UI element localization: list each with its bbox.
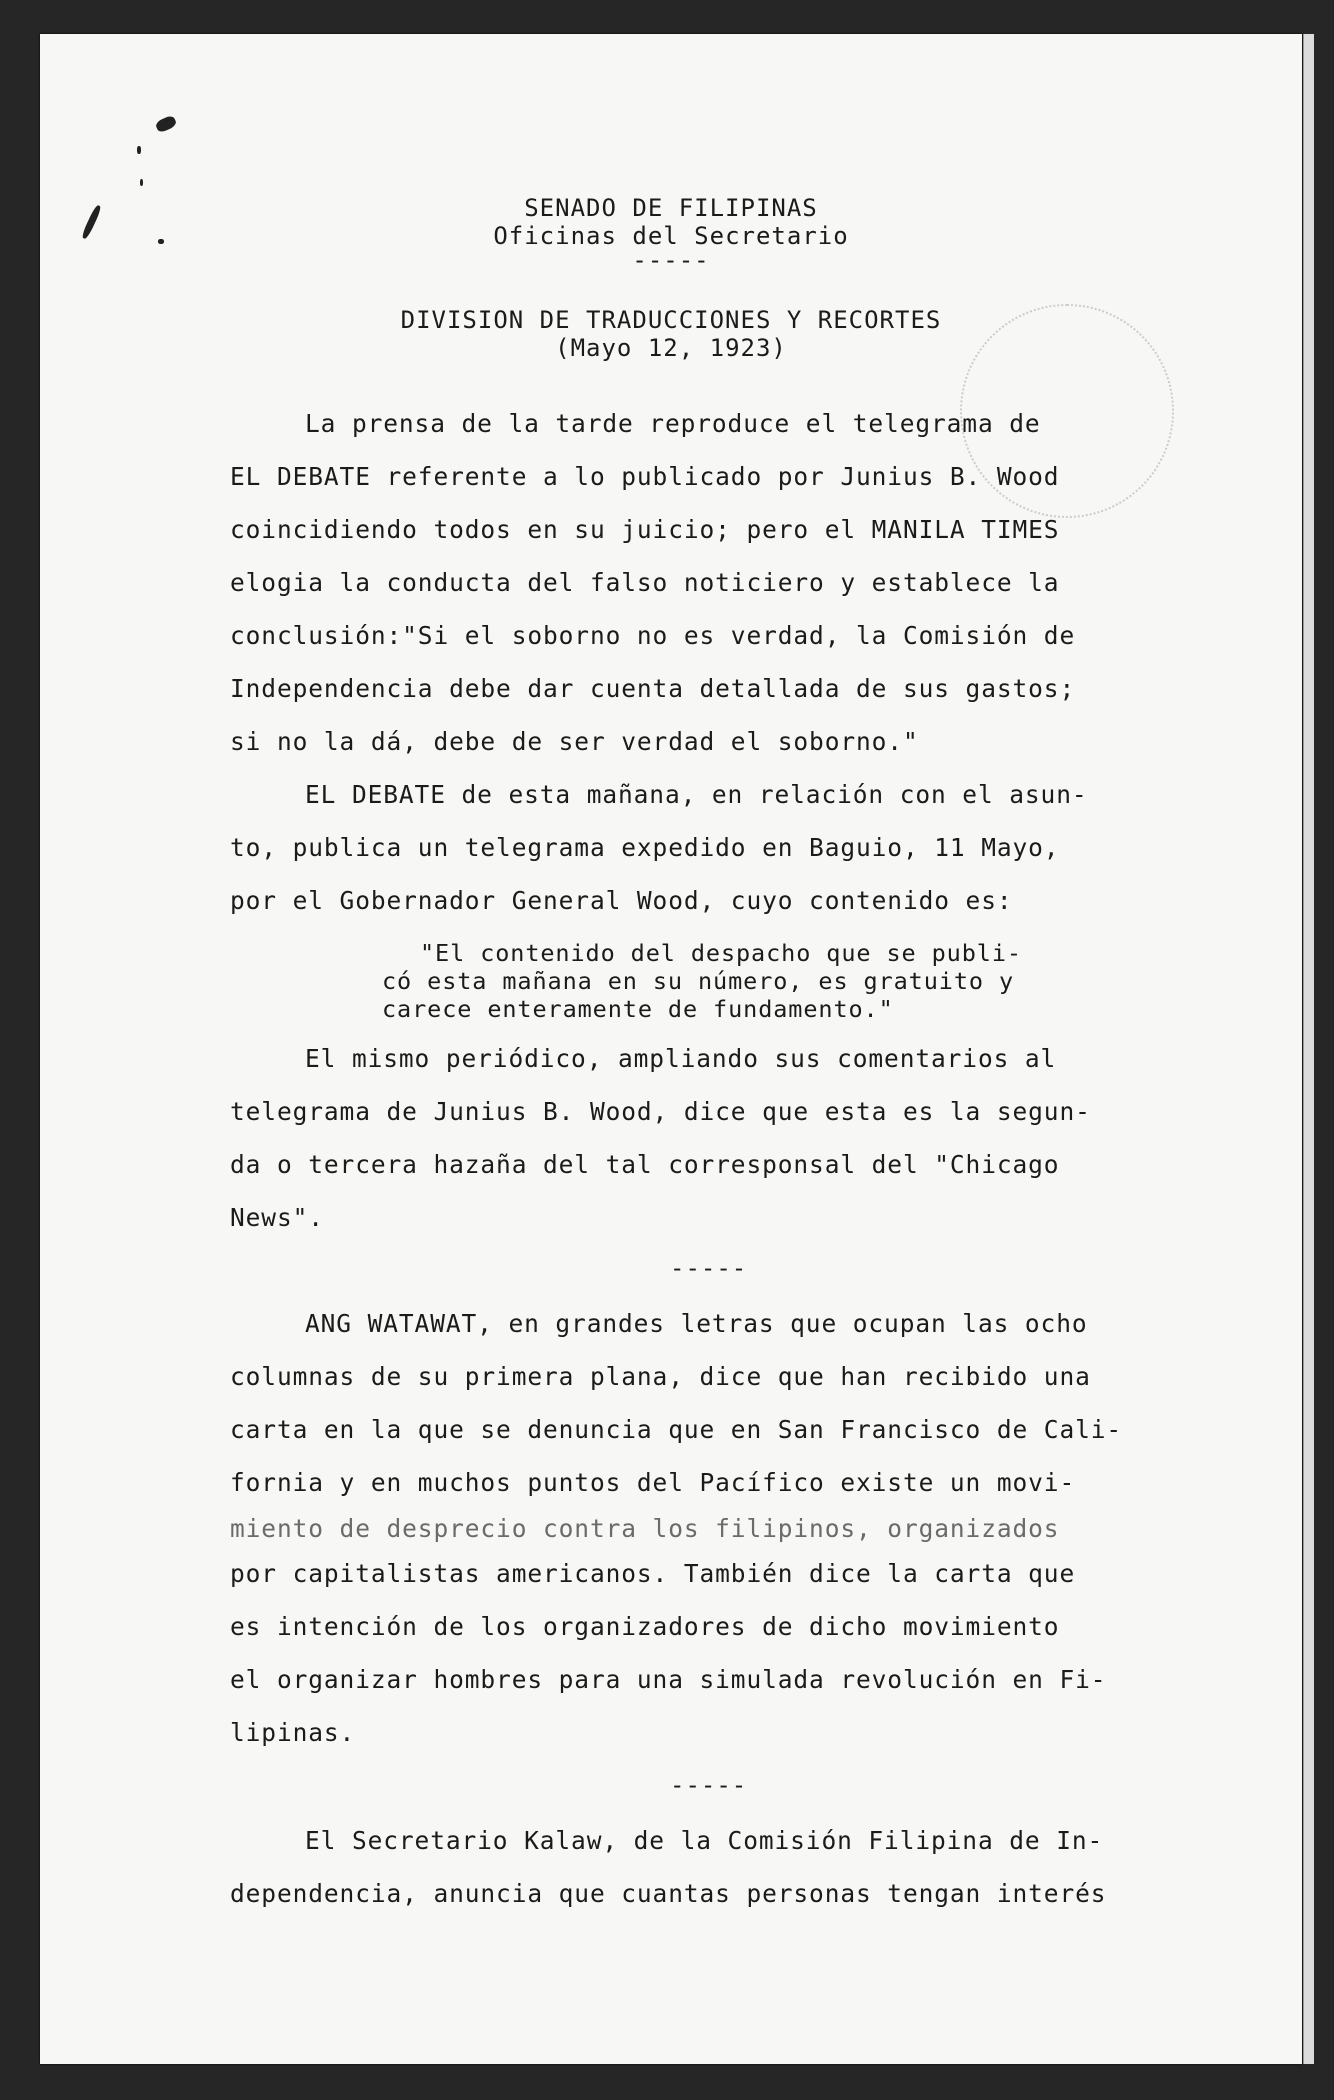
office-subtitle: Oficinas del Secretario — [493, 222, 849, 250]
paragraph-1-line: conclusión:"Si el soborno no es verdad, la Comisión de — [230, 621, 1076, 650]
division-title: DIVISION DE TRADUCCIONES Y RECORTES — [400, 306, 942, 334]
paragraph-2-line: to, publica un telegrama expedido en Baguio, 11 Mayo, — [230, 833, 1060, 862]
quoted-telegram-line: carece enteramente de fundamento." — [382, 995, 894, 1023]
paragraph-1-line: Independencia debe dar cuenta detallada de sus gastos; — [230, 674, 1076, 703]
paragraph-2-line: por el Gobernador General Wood, cuyo contenido es: — [230, 886, 1013, 915]
paragraph-4-line: carta en la que se denuncia que en San Francisco de Cali- — [230, 1415, 1123, 1444]
paragraph-4-line: el organizar hombres para una simulada revolución en Fi- — [230, 1665, 1107, 1694]
paragraph-1-line: si no la dá, debe de ser verdad el soborno." — [230, 727, 919, 756]
paragraph-2-line: EL DEBATE de esta mañana, en relación con el asun- — [305, 780, 1088, 809]
paper-sheet — [40, 34, 1302, 2064]
header-divider: ----- — [632, 246, 710, 274]
paragraph-1-line: EL DEBATE referente a lo publicado por Junius B. Wood — [230, 462, 1060, 491]
ink-mark — [154, 114, 177, 133]
quoted-telegram-line: "El contenido del despacho que se publi- — [420, 939, 1022, 967]
paragraph-4-line: es intención de los organizadores de dicho movimiento — [230, 1612, 1060, 1641]
paragraph-5-line: El Secretario Kalaw, de la Comisión Filipina de In- — [305, 1826, 1104, 1855]
paragraph-1-line: elogia la conducta del falso noticiero y establece la — [230, 568, 1060, 597]
document-date: (Mayo 12, 1923) — [555, 334, 787, 362]
paragraph-4-line: columnas de su primera plana, dice que han recibido una — [230, 1362, 1091, 1391]
paragraph-4-line: miento de desprecio contra los filipinos, organizados — [230, 1514, 1060, 1543]
paragraph-3-line: da o tercera hazaña del tal corresponsal del "Chicago — [230, 1150, 1060, 1179]
paragraph-3-line: telegrama de Junius B. Wood, dice que esta es la segun- — [230, 1097, 1091, 1126]
quoted-telegram-line: có esta mañana en su número, es gratuito y — [382, 967, 1015, 995]
paragraph-4-line: ANG WATAWAT, en grandes letras que ocupan las ocho — [305, 1309, 1088, 1338]
ink-mark — [137, 146, 141, 154]
institution-title: SENADO DE FILIPINAS — [524, 194, 818, 222]
ink-mark — [140, 179, 143, 186]
paragraph-4-line: por capitalistas americanos. También dice la carta que — [230, 1559, 1076, 1588]
paragraph-4-line: lipinas. — [230, 1718, 356, 1747]
paragraph-1-line: La prensa de la tarde reproduce el telegrama de — [305, 409, 1041, 438]
paragraph-3-line: El mismo periódico, ampliando sus comentarios al — [305, 1044, 1057, 1073]
section-divider: ----- — [670, 1254, 748, 1282]
section-divider: ----- — [670, 1771, 748, 1799]
paragraph-1-line: coincidiendo todos en su juicio; pero el MANILA TIMES — [230, 515, 1060, 544]
paragraph-4-line: fornia y en muchos puntos del Pacífico existe un movi- — [230, 1468, 1076, 1497]
typed-document — [40, 34, 1302, 2064]
page-edge — [1303, 34, 1314, 2064]
paragraph-5-line: dependencia, anuncia que cuantas personas tengan interés — [230, 1879, 1107, 1908]
paragraph-3-line: News". — [230, 1203, 324, 1232]
